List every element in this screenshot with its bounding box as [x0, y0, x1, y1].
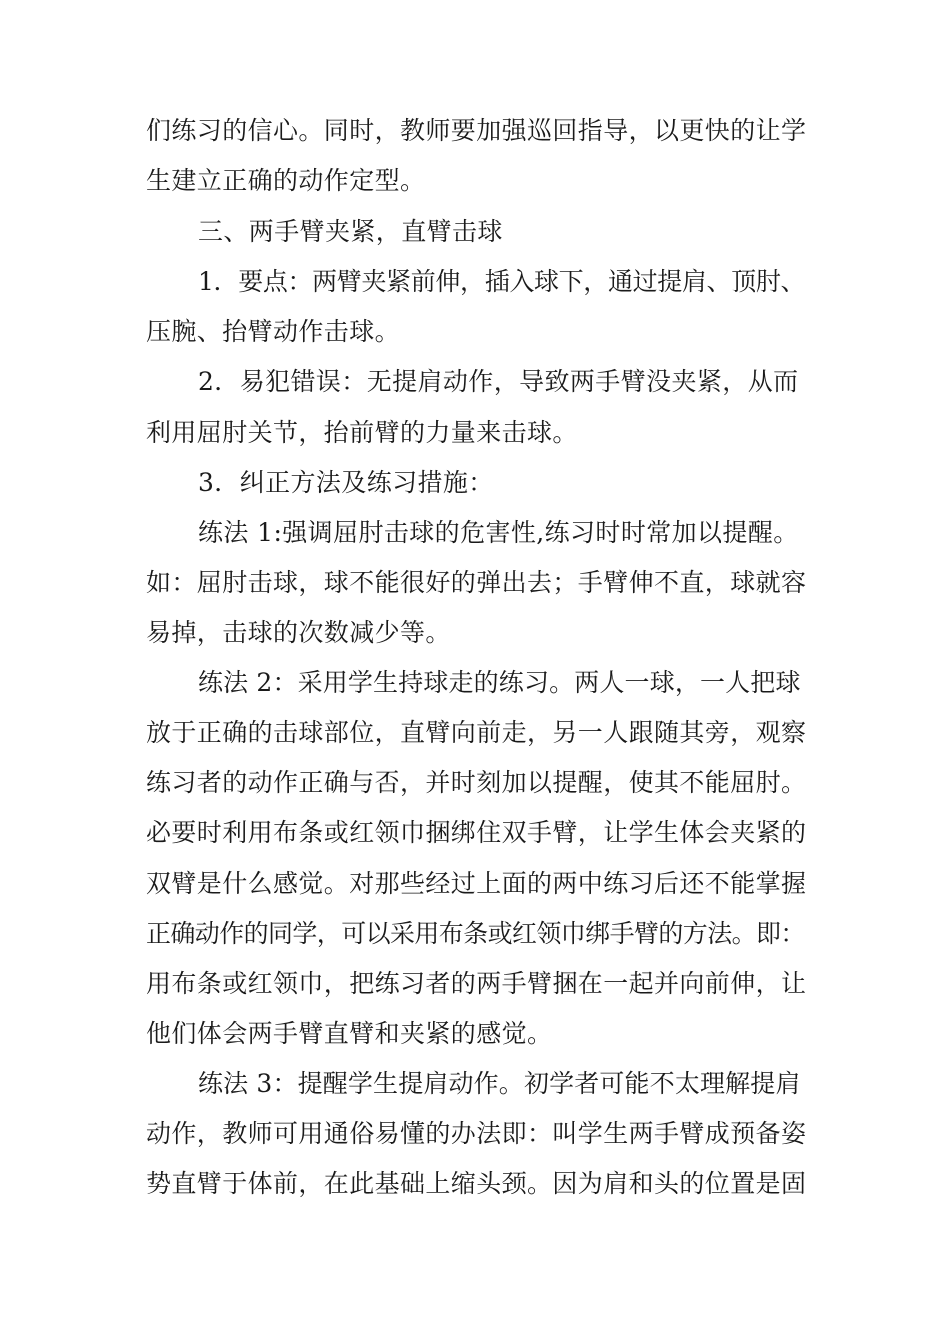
text-line: 3．纠正方法及练习措施：: [198, 468, 494, 497]
text-line: 必要时利用布条或红领巾捆绑住双手臂，让学生体会夹紧的: [146, 818, 807, 847]
text-line: 动作，教师可用通俗易懂的办法即：叫学生两手臂成预备姿: [146, 1119, 807, 1148]
text-line: 练法 3：提醒学生提肩动作。初学者可能不太理解提肩: [198, 1069, 801, 1098]
text-line: 2．易犯错误：无提肩动作，导致两手臂没夹紧，从而: [198, 367, 799, 396]
text-line: 生建立正确的动作定型。: [146, 166, 426, 195]
section-heading: 三、两手臂夹紧，直臂击球: [198, 217, 503, 246]
text-line: 易掉，击球的次数减少等。: [146, 618, 451, 647]
text-line: 双臂是什么感觉。对那些经过上面的两中练习后还不能掌握: [146, 869, 807, 898]
text-line: 势直臂于体前，在此基础上缩头颈。因为肩和头的位置是固: [146, 1169, 807, 1198]
text-line: 如：屈肘击球，球不能很好的弹出去；手臂伸不直，球就容: [146, 568, 807, 597]
text-line: 们练习的信心。同时，教师要加强巡回指导，以更快的让学: [146, 116, 807, 145]
text-line: 1．要点：两臂夹紧前伸，插入球下，通过提肩、顶肘、: [198, 267, 806, 296]
text-line: 正确动作的同学，可以采用布条或红领巾绑手臂的方法。即：: [146, 919, 805, 948]
text-line: 练习者的动作正确与否，并时刻加以提醒，使其不能屈肘。: [146, 768, 807, 797]
text-line: 他们体会两手臂直臂和夹紧的感觉。: [146, 1019, 553, 1048]
text-line: 放于正确的击球部位，直臂向前走，另一人跟随其旁，观察: [146, 718, 807, 747]
text-line: 压腕、抬臂动作击球。: [146, 317, 401, 346]
text-line: 练法 2：采用学生持球走的练习。两人一球，一人把球: [198, 668, 801, 697]
text-line: 利用屈肘关节，抬前臂的力量来击球。: [146, 418, 578, 447]
text-line: 练法 1:强调屈肘击球的危害性,练习时时常加以提醒。: [198, 518, 799, 547]
text-line: 用布条或红领巾，把练习者的两手臂捆在一起并向前伸，让: [146, 969, 807, 998]
